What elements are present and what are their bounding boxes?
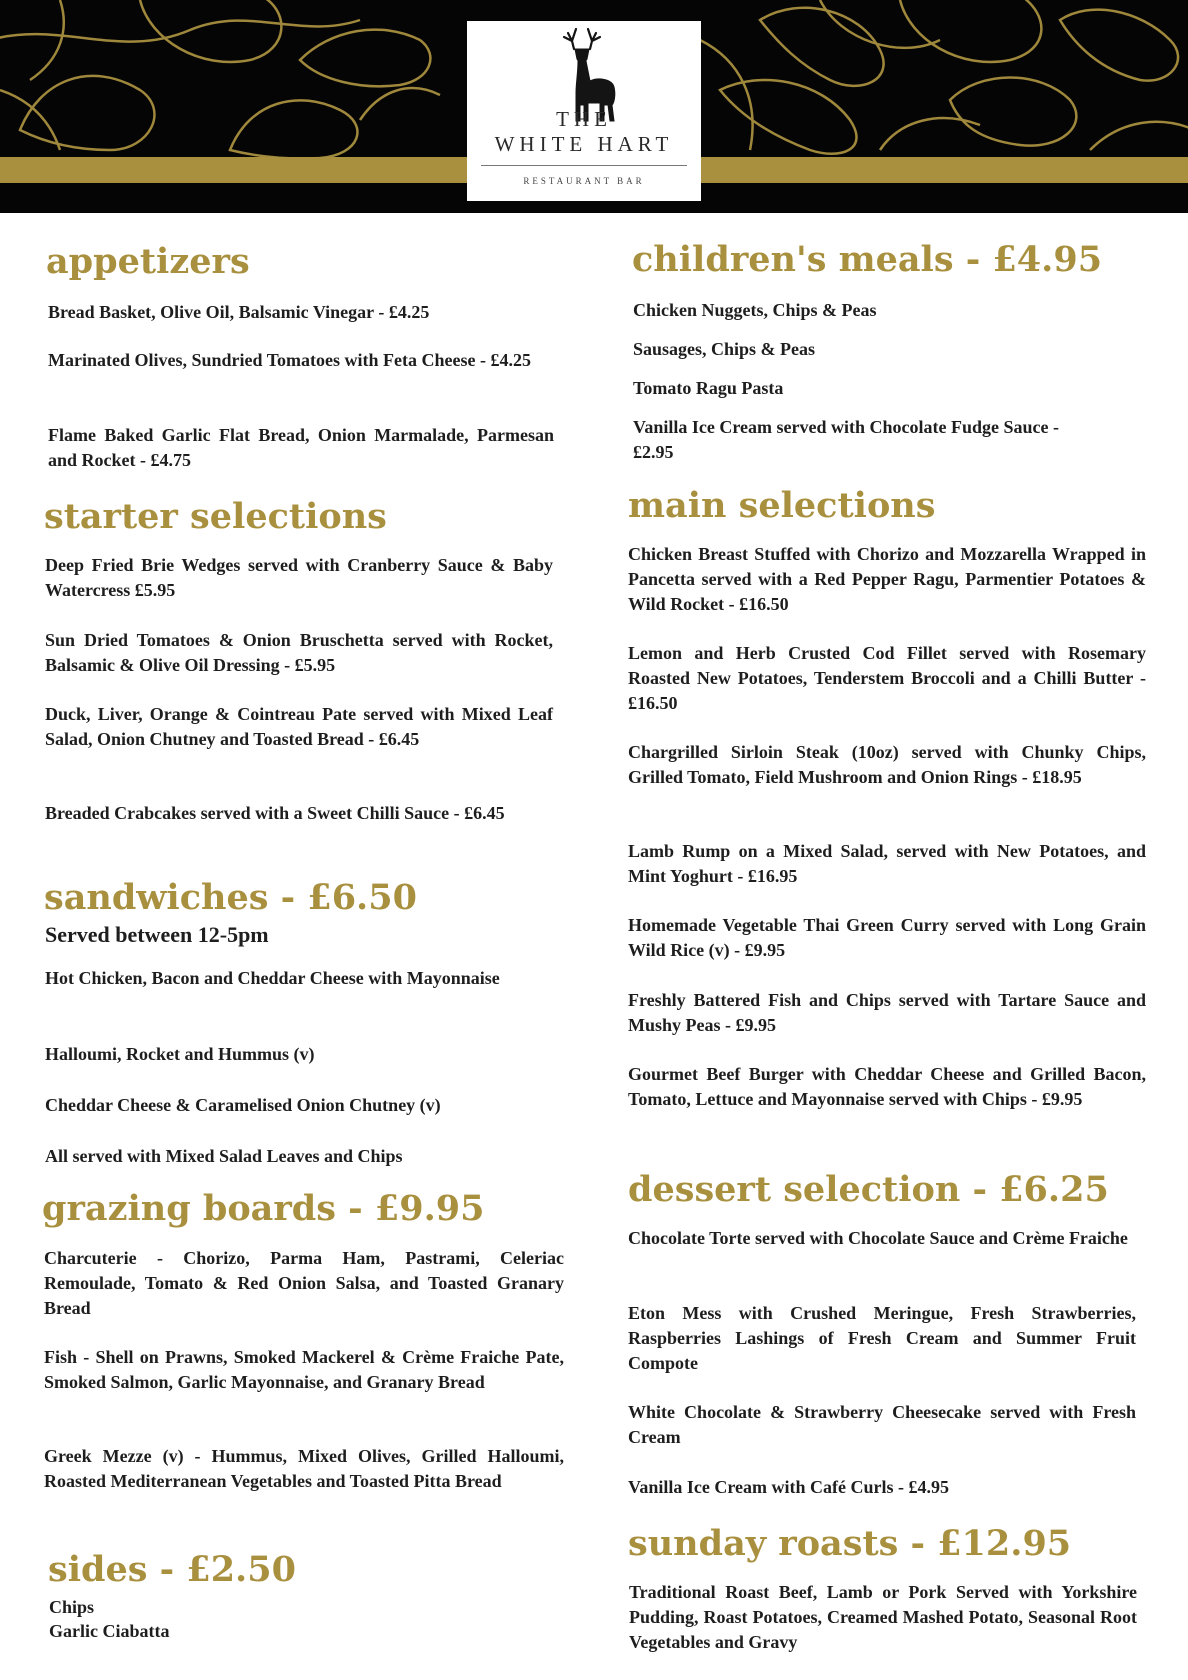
main-item: Lamb Rump on a Mixed Salad, served with New Potatoes, and Mint Yoghurt - £16.95 [628,841,1146,886]
main-item: Chicken Breast Stuffed with Chorizo and Mozzarella Wrapped in Pancetta served with a Red Pepper Ragu, Parmentier Potatoes & Wild Rocket - £16.50 [628,544,1146,614]
grazing-item: Charcuterie - Chorizo, Parma Ham, Pastrami, Celeriac Remoulade, Tomato & Red Onion Salsa, and Toasted Granary Bread [44,1248,564,1318]
dessert-item: Vanilla Ice Cream with Café Curls - £4.95 [628,1477,949,1497]
starters-heading: starter selections [44,496,387,537]
grazing-item: Greek Mezze (v) - Hummus, Mixed Olives, Grilled Halloumi, Roasted Mediterranean Vegetables and Toasted Pitta Bread [44,1446,564,1491]
starter-item: Deep Fried Brie Wedges served with Cranberry Sauce & Baby Watercress £5.95 [45,555,553,600]
appetizers-heading: appetizers [46,241,250,282]
sandwich-item: Halloumi, Rocket and Hummus (v) [45,1044,315,1064]
side-item: Garlic Ciabatta [49,1621,170,1641]
starter-item: Sun Dried Tomatoes & Onion Bruschetta served with Rocket, Balsamic & Olive Oil Dressing - £5.95 [45,630,553,675]
grazing-boards-heading: grazing boards - £9.95 [42,1188,485,1229]
appetizer-item: Marinated Olives, Sundried Tomatoes with Feta Cheese - £4.25 [48,350,531,370]
dessert-selection-heading: dessert selection - £6.25 [628,1169,1109,1210]
roast-item: Traditional Roast Beef, Lamb or Pork Served with Yorkshire Pudding, Roast Potatoes, Creamed Mashed Potato, Seasonal Root Vegetables and Gravy [629,1582,1137,1652]
sandwiches-serving-note: Served between 12-5pm [45,922,269,947]
main-item: Lemon and Herb Crusted Cod Fillet served with Rosemary Roasted New Potatoes, Tenderstem Broccoli and a Chilli Butter - £16.50 [628,643,1146,713]
side-item: Chips [49,1597,95,1617]
childrens-meals-heading: children's meals - £4.95 [632,239,1103,280]
main-item: Homemade Vegetable Thai Green Curry served with Long Grain Wild Rice (v) - £9.95 [628,915,1146,960]
logo-line-the: THE [556,107,612,131]
sandwich-item: All served with Mixed Salad Leaves and Chips [45,1146,403,1166]
starter-item: Duck, Liver, Orange & Cointreau Pate served with Mixed Leaf Salad, Onion Chutney and Toasted Bread - £6.45 [45,704,553,749]
childrens-item: Sausages, Chips & Peas [633,339,816,359]
dessert-item: White Chocolate & Strawberry Cheesecake served with Fresh Cream [628,1402,1136,1447]
main-selections-heading: main selections [628,485,936,526]
dessert-item: Chocolate Torte served with Chocolate Sauce and Crème Fraiche [628,1228,1128,1248]
sides-heading: sides - £2.50 [48,1549,296,1590]
sandwich-item: Cheddar Cheese & Caramelised Onion Chutney (v) [45,1095,441,1115]
appetizer-item: Flame Baked Garlic Flat Bread, Onion Marmalade, Parmesan and Rocket - £4.75 [48,425,554,470]
main-item: Freshly Battered Fish and Chips served with Tartare Sauce and Mushy Peas - £9.95 [628,990,1146,1035]
restaurant-logo [467,21,701,201]
grazing-item: Fish - Shell on Prawns, Smoked Mackerel & Crème Fraiche Pate, Smoked Salmon, Garlic Mayonnaise, and Granary Bread [44,1347,564,1392]
childrens-item: Chicken Nuggets, Chips & Peas [633,300,877,320]
dessert-item: Eton Mess with Crushed Meringue, Fresh Strawberries, Raspberries Lashings of Fresh Cream and Summer Fruit Compote [628,1303,1136,1373]
main-item: Chargrilled Sirloin Steak (10oz) served with Chunky Chips, Grilled Tomato, Field Mushroom and Onion Rings - £18.95 [628,742,1146,787]
appetizer-item: Bread Basket, Olive Oil, Balsamic Vinegar - £4.25 [48,302,430,322]
childrens-item: Vanilla Ice Cream served with Chocolate Fudge Sauce - £2.95 [633,417,1059,462]
main-item: Gourmet Beef Burger with Cheddar Cheese and Grilled Bacon, Tomato, Lettuce and Mayonnaise served with Chips - £9.95 [628,1064,1146,1109]
menu-header [0,0,1188,213]
childrens-item: Tomato Ragu Pasta [633,378,784,398]
logo-divider [481,165,687,166]
logo-line-white-hart: WHITE HART [494,132,674,156]
logo-tagline: RESTAURANT BAR [523,176,645,186]
sandwiches-heading: sandwiches - £6.50 [44,877,417,918]
sunday-roasts-heading: sunday roasts - £12.95 [628,1523,1072,1564]
starter-item: Breaded Crabcakes served with a Sweet Chilli Sauce - £6.45 [45,803,505,823]
sandwich-item: Hot Chicken, Bacon and Cheddar Cheese with Mayonnaise [45,968,500,988]
